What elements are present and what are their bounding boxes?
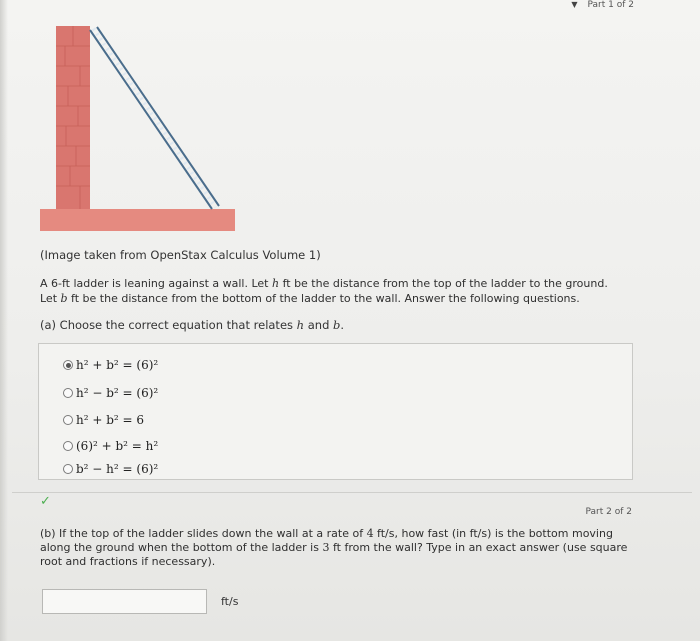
prompt-text: (a) Choose the correct equation that relates [40,318,297,332]
choice-equation: h² + b² = 6 [76,413,145,427]
distance-value: 3 [322,541,330,554]
problem-text: ft be the distance from the top of the ladder to the ground. [279,277,608,290]
choice-option[interactable] [63,439,158,453]
triangle-down-icon[interactable]: ▼ [571,0,578,9]
part-a-prompt [40,318,344,332]
part-b-question [40,527,630,569]
figure-caption: (Image taken from OpenStax Calculus Volume 1) [40,248,321,262]
problem-text: ft be the distance from the bottom of the ladder to the wall. Answer the following questions. [67,292,580,305]
unit-label: ft/s [221,595,239,608]
ladder-figure [40,26,235,231]
choice-equation: h² − b² = (6)² [76,386,159,400]
part-2-indicator: Part 2 of 2 [585,507,632,517]
problem-text: A 6-ft ladder is leaning against a wall. Let [40,277,272,290]
variable-b: b [333,318,341,332]
choice-equation: (6)² + b² = h² [76,439,159,453]
radio-button[interactable] [63,441,73,451]
part-header [571,0,634,10]
problem-statement [40,276,630,306]
rate-value: 4 [366,527,374,540]
radio-button[interactable] [63,360,73,370]
section-divider [12,492,692,493]
problem-text: Let [40,292,61,305]
question-text: ft from the wall? Type in an exact answer (use square root and fractions if necessary). [40,541,628,568]
ground [40,209,235,231]
page-edge-shadow [0,0,8,641]
answer-input[interactable] [42,589,207,614]
variable-h: h [296,318,305,332]
question-text: (b) If the top of the ladder slides down the wall at a rate of [40,527,367,540]
prompt-text: and [304,318,334,332]
radio-button[interactable] [63,464,73,474]
part-indicator: Part 1 of 2 [587,0,634,10]
choice-option[interactable] [63,358,158,372]
radio-button[interactable] [63,388,73,398]
variable-b: b [60,292,68,305]
brick-wall [56,26,90,211]
choices-box [38,343,633,480]
radio-button[interactable] [63,415,73,425]
choice-equation: h² + b² = (6)² [76,358,159,372]
choice-equation: b² − h² = (6)² [76,462,159,476]
ladder [90,27,219,209]
question-text: ft/s, how fast (in ft/s) is the bottom moving along the ground when the bottom of the ladder is [40,527,613,554]
prompt-text: . [340,318,345,332]
choice-option[interactable] [63,462,158,476]
checkmark-icon: ✓ [40,494,51,509]
choice-option[interactable] [63,386,158,400]
choice-option[interactable] [63,413,144,427]
variable-h: h [271,277,280,290]
